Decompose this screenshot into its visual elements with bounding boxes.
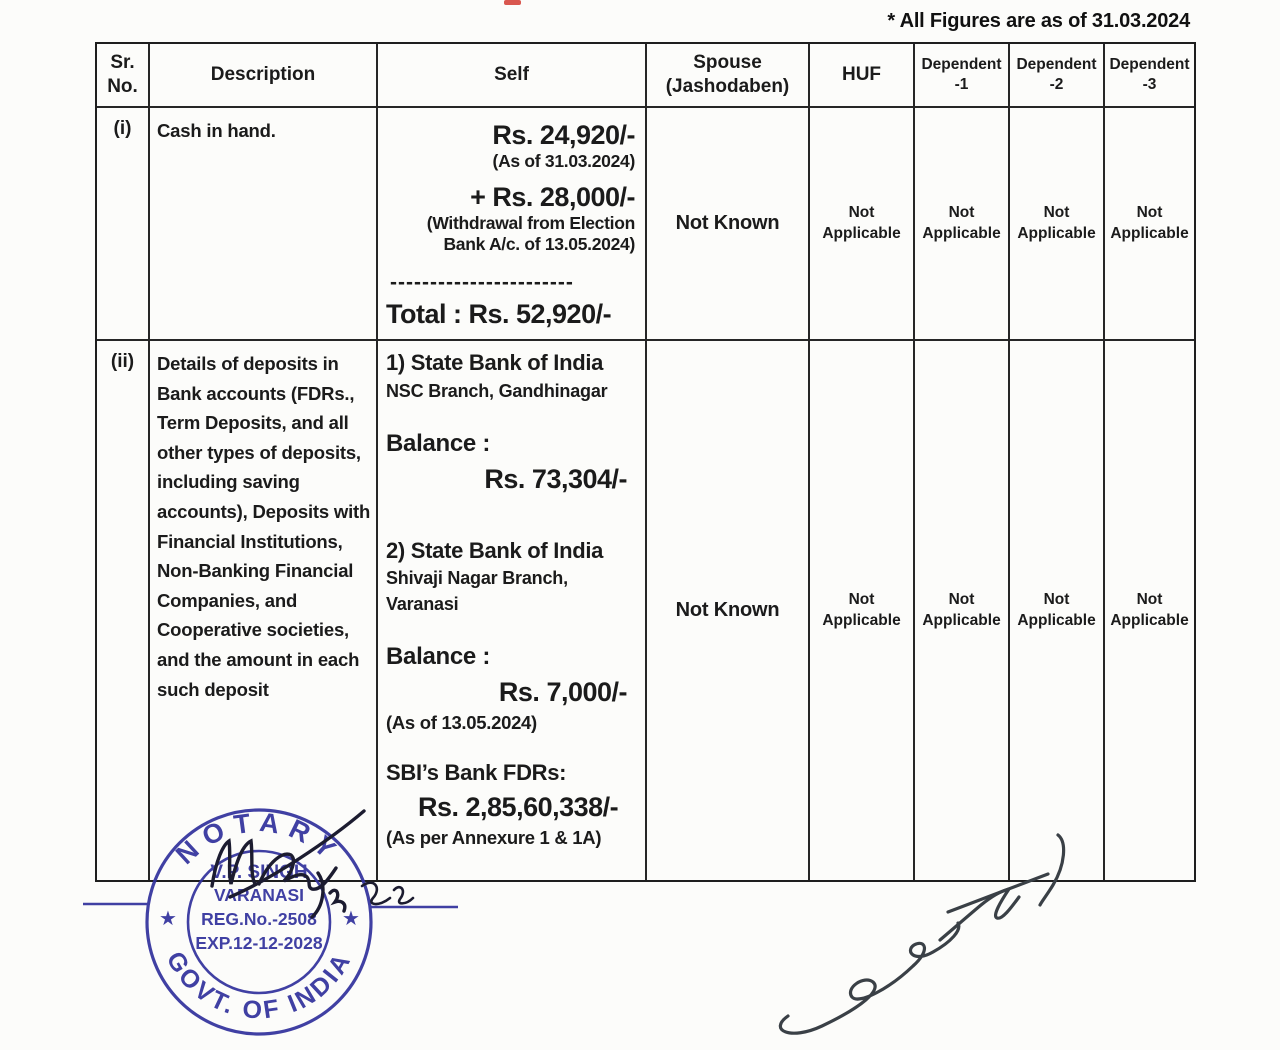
bank1-title: 1) State Bank of India <box>386 350 604 375</box>
fdr-amount: Rs. 2,85,60,338/- <box>418 792 619 823</box>
row-ii-self <box>378 341 647 880</box>
stamp-arc-bottom-text: GOVT. OF INDIA <box>160 946 358 1025</box>
balance2-amount: Rs. 7,000/- <box>498 677 627 708</box>
header-sr-no: Sr. No. <box>97 44 150 108</box>
balance2-label: Balance : <box>386 643 491 671</box>
header-self: Self <box>378 44 647 108</box>
fdr-label: SBI’s Bank FDRs: <box>386 760 567 786</box>
cash-amount-2-note-line2: Bank A/c. of 13.05.2024) <box>443 234 635 254</box>
row-ii-dependent-2: Not Applicable <box>1010 341 1105 880</box>
figures-as-of-note: * All Figures are as of 31.03.2024 <box>887 10 1190 32</box>
stamp-left-star-icon: ★ <box>159 908 177 930</box>
row-ii-dependent-3: Not Applicable <box>1110 590 1189 629</box>
row-ii-sr: (ii) <box>97 341 150 880</box>
header-dependent-2: Dependent -2 <box>1010 44 1105 108</box>
balance1-label: Balance : <box>386 429 491 457</box>
header-description: Description <box>150 44 378 108</box>
row-ii-dependent-1: Not Applicable <box>915 341 1010 880</box>
bank1-branch: NSC Branch, Gandhinagar <box>386 380 608 401</box>
row-i-sr: (i) <box>97 108 150 341</box>
bank2-branch-line2: Varanasi <box>386 594 459 615</box>
row-i-description: Cash in hand. <box>150 108 378 341</box>
fdr-note: (As per Annexure 1 & 1A) <box>386 827 602 849</box>
row-i-spouse: Not Known <box>647 108 810 341</box>
bank2-title: 2) State Bank of India <box>386 537 604 563</box>
assets-table <box>95 42 1196 882</box>
stamp-reg-no: REG.No.-2508 <box>201 909 317 929</box>
bank2-branch-line1: Shivaji Nagar Branch, <box>386 568 568 589</box>
row-ii-spouse: Not Known <box>647 341 810 880</box>
cash-amount-2-note-line1: (Withdrawal from Election <box>426 213 635 233</box>
stamp-arc-top-text: NOTARY <box>170 806 349 871</box>
row-i-huf: Not Applicable <box>810 108 915 341</box>
row-ii-huf: Not Applicable <box>810 341 915 880</box>
balance2-note: (As of 13.05.2024) <box>386 712 537 734</box>
header-dependent-1: Dependent -1 <box>915 44 1010 108</box>
row-i-dependent-3: Not Applicable <box>1105 108 1194 341</box>
row-i-dependent-2: Not Applicable <box>1010 108 1105 341</box>
row-ii-description: Details of deposits in Bank accounts (FDRs., Term Deposits, and all other types of deposits, including saving accounts), Deposits with Financial Institutions, Non-Banking Financial Companies, and Cooperative societies, and the amount in each such deposit <box>150 341 378 880</box>
header-spouse: Spouse (Jashodaben) <box>647 44 810 108</box>
cash-amount-1: Rs. 24,920/- <box>492 120 635 150</box>
stamp-notary-name: V.P. SINGH <box>210 862 308 883</box>
cash-total: Total : Rs. 52,920/- <box>386 299 612 329</box>
balance1-amount: Rs. 73,304/- <box>484 463 627 494</box>
row-i-self <box>378 108 647 341</box>
red-scan-mark <box>504 0 521 5</box>
header-dependent-3: Dependent -3 <box>1105 44 1194 108</box>
stamp-right-star-icon: ★ <box>342 908 360 930</box>
handwritten-scribble <box>362 883 413 904</box>
header-huf: HUF <box>810 44 915 108</box>
dashed-divider: ----------------------- <box>390 271 574 294</box>
stamp-expiry: EXP.12-12-2028 <box>195 933 323 953</box>
cash-amount-1-note: (As of 31.03.2024) <box>492 151 635 171</box>
row-i-dependent-1: Not Applicable <box>915 108 1010 341</box>
cash-amount-2: + Rs. 28,000/- <box>470 182 635 212</box>
stamp-notary-city: VARANASI <box>213 885 305 905</box>
